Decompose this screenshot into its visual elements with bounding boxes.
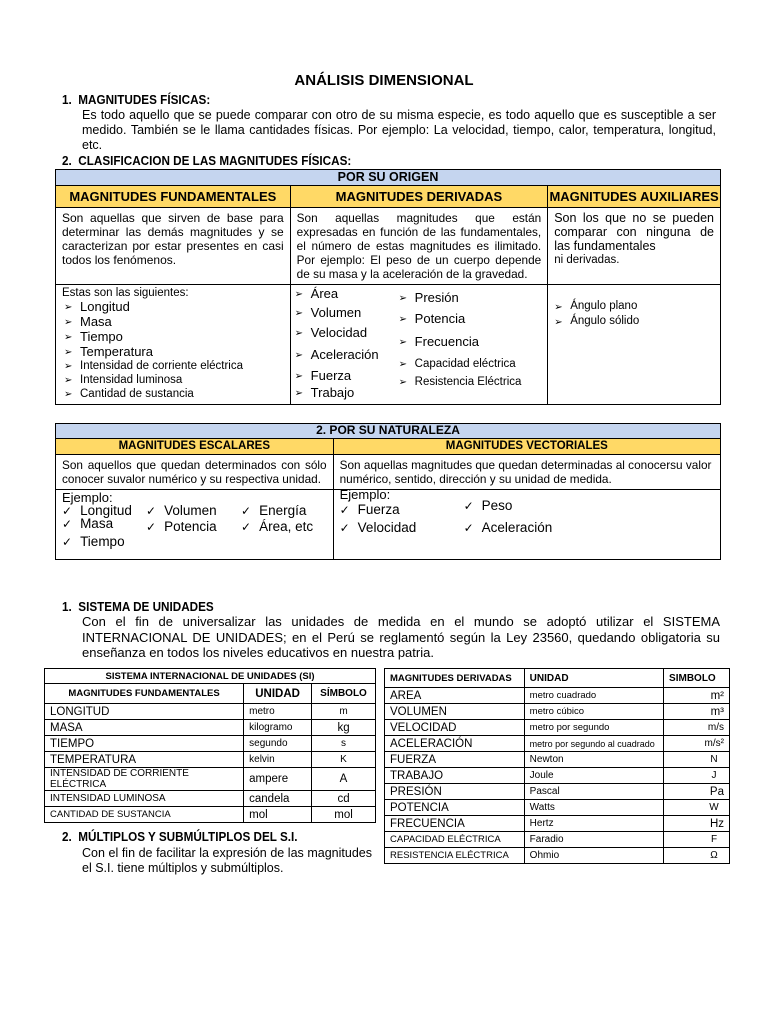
der-cell-unit: metro por segundo al cuadrado xyxy=(524,736,663,752)
fundamentales-list xyxy=(62,299,284,401)
der-cell-unit: metro por segundo xyxy=(524,720,663,736)
der-cell-symbol: F xyxy=(664,832,730,848)
list-item: ➢ Temperatura xyxy=(62,344,284,359)
section-1-number: 1. xyxy=(62,92,72,107)
list-item: ➢ Masa xyxy=(62,314,284,329)
der-cell-symbol: Pa xyxy=(664,784,730,800)
der-cell-magnitude: VELOCIDAD xyxy=(385,720,525,736)
list-item: ➢ Presión xyxy=(397,287,522,308)
der-cell-unit: Ohmio xyxy=(524,848,663,864)
example-item: ✓ Energía xyxy=(241,503,306,519)
table-row xyxy=(45,736,376,752)
si-cell-unit: kilogramo xyxy=(244,720,312,736)
table-row xyxy=(45,704,376,720)
example-item: ✓ Peso xyxy=(464,498,513,514)
example-item: ✓ Potencia xyxy=(146,519,217,535)
nature-title: 2. POR SU NATURALEZA xyxy=(56,424,721,439)
si-cell-symbol: m xyxy=(312,704,376,720)
si-cell-symbol: A xyxy=(312,768,376,791)
list-item: ➢ Trabajo xyxy=(293,385,379,401)
si-cell-magnitude: INTENSIDAD LUMINOSA xyxy=(45,791,244,807)
der-cell-unit: metro cuadrado xyxy=(524,688,663,704)
derivadas-description: Son aquellas magnitudes que están expresadas en función de las fundamentales, el número de estas magnitudes es ilimitado. Por ejemplo: El peso de un cuerpo depende de su masa y la aceleración de la gravedad. xyxy=(290,208,548,285)
der-cell-magnitude: FUERZA xyxy=(385,752,525,768)
der-cell-symbol: N xyxy=(664,752,730,768)
si-cell-magnitude: TEMPERATURA xyxy=(45,752,244,768)
list-item: ➢ Capacidad eléctrica xyxy=(397,354,522,374)
section-1-heading xyxy=(62,92,210,107)
der-cell-symbol: m³ xyxy=(664,704,730,720)
section-1-text: Es todo aquello que se puede comparar con otro de su misma especie, es todo aquello que es susceptible a ser medido. También se le llama cantidades físicas. Por ejemplo: La velocidad, tiempo, calor, temperatura, longitud, etc. xyxy=(82,108,716,152)
header-fundamentales: MAGNITUDES FUNDAMENTALES xyxy=(56,186,291,208)
der-cell-symbol: Ω xyxy=(664,848,730,864)
table-row xyxy=(385,848,730,864)
origin-table xyxy=(55,169,721,405)
table-row xyxy=(385,832,730,848)
header-escalares: MAGNITUDES ESCALARES xyxy=(56,439,334,455)
der-cell-magnitude: VOLUMEN xyxy=(385,704,525,720)
der-cell-symbol: m² xyxy=(664,688,730,704)
table-row xyxy=(45,768,376,791)
list-item: ➢ Tiempo xyxy=(62,329,284,344)
si-cell-unit: mol xyxy=(244,807,312,823)
list-item: ➢ Ángulo plano xyxy=(552,299,716,314)
vectoriales-ejemplo-label: Ejemplo: xyxy=(339,487,391,502)
der-header-unidad: UNIDAD xyxy=(524,669,663,688)
der-cell-magnitude: POTENCIA xyxy=(385,800,525,816)
list-item: ➢ Resistencia Eléctrica xyxy=(397,374,522,390)
section-2-title: CLASIFICACION DE LAS MAGNITUDES FÍSICAS: xyxy=(78,153,352,168)
list-item: ➢ Aceleración xyxy=(293,343,379,367)
fundamentales-description: Son aquellas que sirven de base para determinar las demás magnitudes y se caracterizan por estar presentes en casi todos los fenómenos. xyxy=(56,208,291,285)
der-cell-unit: Watts xyxy=(524,800,663,816)
der-cell-symbol: W xyxy=(664,800,730,816)
der-cell-unit: Faradio xyxy=(524,832,663,848)
section-3-title: SISTEMA DE UNIDADES xyxy=(78,599,214,614)
der-cell-symbol: m/s xyxy=(664,720,730,736)
example-item: ✓ Tiempo xyxy=(62,534,125,550)
der-cell-magnitude: ACELERACIÓN xyxy=(385,736,525,752)
table-row xyxy=(385,752,730,768)
der-cell-unit: Hertz xyxy=(524,816,663,832)
si-cell-magnitude: TIEMPO xyxy=(45,736,244,752)
list-item: ➢ Frecuencia xyxy=(397,329,522,354)
si-cell-unit: ampere xyxy=(244,768,312,791)
table-row xyxy=(385,720,730,736)
der-cell-magnitude: FRECUENCIA xyxy=(385,816,525,832)
si-cell-unit: segundo xyxy=(244,736,312,752)
list-item: ➢ Ángulo sólido xyxy=(552,314,716,329)
section-4-text: Con el fin de facilitar la expresión de las magnitudes el S.I. tiene múltiplos y submúltiplos. xyxy=(82,846,372,875)
table-row xyxy=(45,752,376,768)
si-cell-unit: kelvin xyxy=(244,752,312,768)
section-3-text: Con el fin de universalizar las unidades de medida en el mundo se adoptó utilizar el SISTEMA INTERNACIONAL DE UNIDADES; en el Perú se reglamentó según la Ley 23560, quedando obligatoria su enseñanza en todos los niveles educativos en nuestra patria. xyxy=(82,614,720,660)
list-item: ➢ Intensidad de corriente eléctrica xyxy=(62,359,284,373)
section-3-heading xyxy=(62,599,214,614)
si-header-magnitudes: MAGNITUDES FUNDAMENTALES xyxy=(45,684,244,704)
der-cell-magnitude: RESISTENCIA ELÉCTRICA xyxy=(385,848,525,864)
auxiliares-description-end: ni derivadas. xyxy=(554,254,620,266)
section-2-heading xyxy=(62,153,351,168)
der-cell-unit: Pascal xyxy=(524,784,663,800)
list-item: ➢ Potencia xyxy=(397,308,522,329)
list-item: ➢ Volumen xyxy=(293,303,379,323)
escalares-description: Son aquellos que quedan determinados con sólo conocer suvalor numérico y su respectiva unidad. xyxy=(56,455,334,490)
list-item: ➢ Intensidad luminosa xyxy=(62,373,284,387)
table-row xyxy=(45,720,376,736)
example-item: ✓ Aceleración xyxy=(464,520,553,536)
vectoriales-description: Son aquellas magnitudes que quedan determinadas al conocersu valor numérico, sentido, dirección y su unidad de medida. xyxy=(333,455,720,490)
list-item: ➢ Área xyxy=(293,285,379,303)
si-cell-symbol: mol xyxy=(312,807,376,823)
derivadas-list-b xyxy=(397,287,522,390)
der-cell-magnitude: PRESIÓN xyxy=(385,784,525,800)
section-4-heading xyxy=(62,829,298,844)
section-2-number: 2. xyxy=(62,153,72,168)
si-cell-magnitude: INTENSIDAD DE CORRIENTE ELÉCTRICA xyxy=(45,768,244,791)
nature-table xyxy=(55,423,721,560)
header-vectoriales: MAGNITUDES VECTORIALES xyxy=(333,439,720,455)
der-cell-symbol: m/s² xyxy=(664,736,730,752)
list-item: ➢ Longitud xyxy=(62,299,284,314)
si-header-unidad: UNIDAD xyxy=(244,684,312,704)
example-item: ✓ Longitud xyxy=(62,503,132,519)
table-row xyxy=(45,807,376,823)
si-cell-unit: candela xyxy=(244,791,312,807)
si-cell-magnitude: LONGITUD xyxy=(45,704,244,720)
der-cell-symbol: J xyxy=(664,768,730,784)
table-row xyxy=(45,791,376,807)
der-cell-magnitude: AREA xyxy=(385,688,525,704)
example-item: ✓ Velocidad xyxy=(340,520,417,536)
example-item: ✓ Volumen xyxy=(146,503,217,519)
escalares-ejemplo-label: Ejemplo: xyxy=(62,490,113,505)
der-cell-unit: Joule xyxy=(524,768,663,784)
der-header-magnitudes: MAGNITUDES DERIVADAS xyxy=(385,669,525,688)
list-item: ➢ Velocidad xyxy=(293,323,379,343)
si-header-simbolo: SÍMBOLO xyxy=(312,684,376,704)
header-auxiliares: MAGNITUDES AUXILIARES xyxy=(548,186,721,208)
header-derivadas: MAGNITUDES DERIVADAS xyxy=(290,186,548,208)
derived-table xyxy=(384,668,730,864)
si-table xyxy=(44,668,376,823)
table-row xyxy=(385,800,730,816)
der-cell-magnitude: TRABAJO xyxy=(385,768,525,784)
der-cell-unit: Newton xyxy=(524,752,663,768)
list-item: ➢ Fuerza xyxy=(293,367,379,385)
der-cell-unit: metro cúbico xyxy=(524,704,663,720)
fundamentales-intro: Estas son las siguientes: xyxy=(62,287,189,299)
der-header-simbolo: SIMBOLO xyxy=(664,669,730,688)
table-row xyxy=(385,736,730,752)
auxiliares-description: Son los que no se pueden comparar con ninguna de las fundamentales xyxy=(554,211,714,253)
derivadas-list-a xyxy=(293,285,379,401)
si-cell-magnitude: CANTIDAD DE SUSTANCIA xyxy=(45,807,244,823)
section-4-title: MÚLTIPLOS Y SUBMÚLTIPLOS DEL S.I. xyxy=(78,829,298,844)
si-cell-symbol: cd xyxy=(312,791,376,807)
origin-title: POR SU ORIGEN xyxy=(56,170,721,186)
list-item: ➢ Cantidad de sustancia xyxy=(62,387,284,401)
auxiliares-list xyxy=(552,299,716,329)
page-title: ANÁLISIS DIMENSIONAL xyxy=(294,72,474,89)
si-cell-unit: metro xyxy=(244,704,312,720)
si-cell-symbol: K xyxy=(312,752,376,768)
si-cell-symbol: s xyxy=(312,736,376,752)
table-row xyxy=(385,816,730,832)
table-row xyxy=(385,704,730,720)
section-3-number: 1. xyxy=(62,599,72,614)
der-cell-symbol: Hz xyxy=(664,816,730,832)
si-cell-symbol: kg xyxy=(312,720,376,736)
section-4-number: 2. xyxy=(62,829,72,844)
table-row xyxy=(385,768,730,784)
table-row xyxy=(385,688,730,704)
section-1-title: MAGNITUDES FÍSICAS: xyxy=(78,92,211,107)
example-item: ✓ Masa xyxy=(62,516,113,532)
si-cell-magnitude: MASA xyxy=(45,720,244,736)
der-cell-magnitude: CAPACIDAD ELÉCTRICA xyxy=(385,832,525,848)
example-item: ✓ Área, etc xyxy=(241,519,313,535)
table-row xyxy=(385,784,730,800)
example-item: ✓ Fuerza xyxy=(340,502,400,518)
si-table-title: SISTEMA INTERNACIONAL DE UNIDADES (SI) xyxy=(45,669,376,684)
